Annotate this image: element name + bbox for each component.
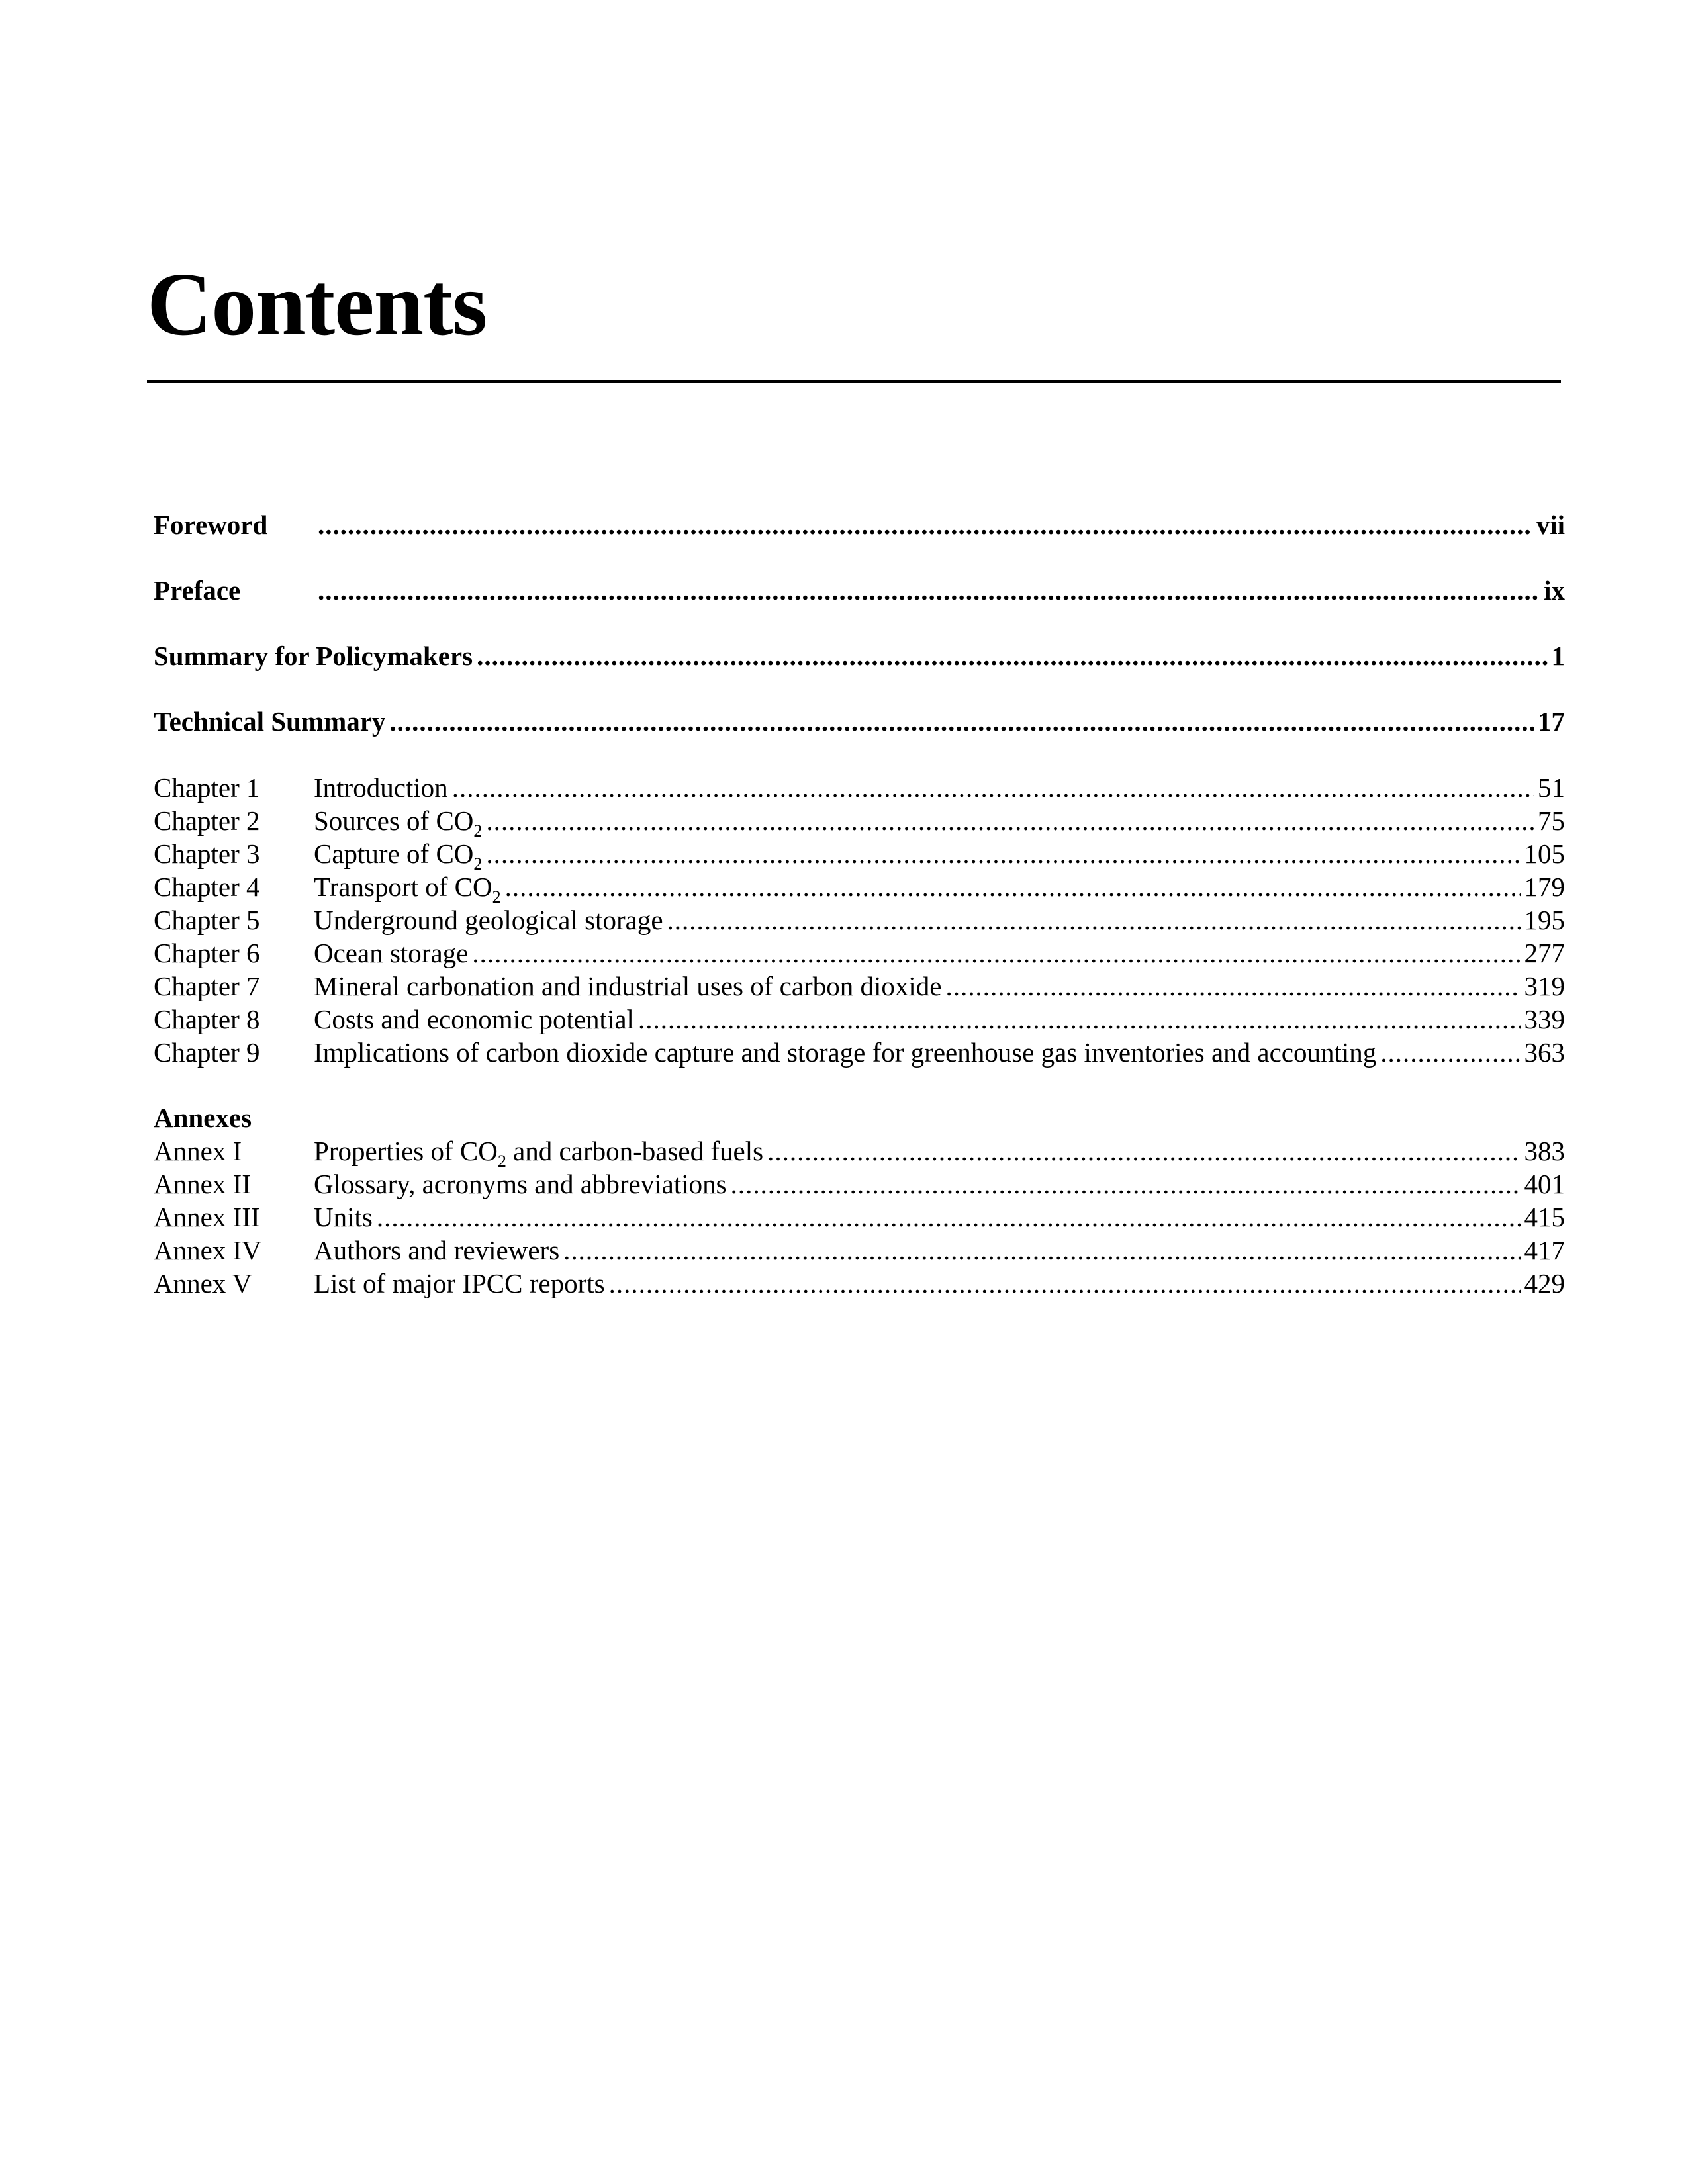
chapter-title: Implications of carbon dioxide capture and storage for greenhouse gas inventories and accounting [314,1037,1377,1068]
toc-entry-chapter-1[interactable] [154,771,1565,804]
annexes-heading: Annexes [154,1103,252,1133]
toc-page-number: 17 [1538,706,1565,737]
toc-page-number: 339 [1524,1004,1565,1034]
annex-label: Annex III [154,1202,260,1232]
toc-entry-label: Summary for Policymakers [154,641,473,671]
toc-page-number: 179 [1524,872,1565,902]
toc-page-number: ix [1544,575,1565,606]
annex-title [314,1134,764,1171]
toc-entry-label: Preface [154,575,241,606]
annex-title: Units [314,1202,373,1232]
toc-entry-annex-3[interactable] [154,1201,1565,1234]
toc-page-number: 383 [1524,1136,1565,1166]
toc-page-number: 1 [1551,641,1565,671]
chapter-title: Introduction [314,772,448,803]
chapter-label: Chapter 6 [154,938,260,968]
toc-page-number: 75 [1538,805,1565,836]
dot-leader [609,1267,1521,1300]
chapter-title [314,837,483,874]
toc-entry-summary-for-policymakers[interactable] [154,639,1565,672]
chapter-title: Costs and economic potential [314,1004,634,1034]
toc-page-number: 429 [1524,1268,1565,1298]
annex-label: Annex I [154,1136,242,1166]
dot-leader [731,1167,1521,1201]
toc-entry-chapter-9[interactable] [154,1036,1565,1069]
annex-title: Authors and reviewers [314,1235,560,1265]
toc-entry-chapter-2[interactable] [154,804,1565,841]
dot-leader [563,1234,1520,1267]
chapter-label: Chapter 4 [154,872,260,902]
subscript: 2 [473,854,483,874]
toc-page-number: vii [1536,510,1565,540]
dot-leader [389,705,1534,738]
subscript: 2 [473,821,483,841]
chapter-title-text: Sources of CO [314,805,474,836]
toc-entry-foreword[interactable] [154,508,1565,541]
toc-entry-technical-summary[interactable] [154,705,1565,738]
toc-entry-chapter-7[interactable] [154,970,1565,1003]
toc-entry-annex-4[interactable] [154,1234,1565,1267]
chapter-title [314,870,501,907]
dot-leader [472,936,1520,970]
toc-entry-annex-1[interactable] [154,1134,1565,1171]
chapter-label: Chapter 3 [154,839,260,869]
annex-title-rest: and carbon-based fuels [506,1136,764,1166]
dot-leader [477,639,1547,672]
chapter-title [314,804,483,841]
chapter-label: Chapter 5 [154,905,260,935]
page-title: Contents [147,255,487,354]
annex-title: Glossary, acronyms and abbreviations [314,1169,727,1199]
chapter-title: Mineral carbonation and industrial uses of carbon dioxide [314,971,942,1001]
chapter-label: Chapter 9 [154,1037,260,1068]
toc-entry-label: Technical Summary [154,706,386,737]
toc-entry-chapter-8[interactable] [154,1003,1565,1036]
toc-entry-label: Foreword [154,510,268,540]
toc-entry-chapter-3[interactable] [154,837,1565,874]
dot-leader [667,903,1521,936]
annex-label: Annex IV [154,1235,261,1265]
dot-leader [945,970,1520,1003]
toc-entry-preface[interactable] [154,574,1565,607]
chapter-title: Underground geological storage [314,905,663,935]
chapter-title-text: Capture of CO [314,839,474,869]
chapter-title-text: Transport of CO [314,872,492,902]
chapter-title: Ocean storage [314,938,469,968]
toc-entry-chapter-5[interactable] [154,903,1565,936]
dot-leader [486,804,1534,837]
subscript: 2 [492,887,501,907]
title-rule [147,380,1561,383]
toc-entry-chapter-6[interactable] [154,936,1565,970]
toc-page-number: 417 [1524,1235,1565,1265]
annex-label: Annex V [154,1268,252,1298]
chapter-label: Chapter 2 [154,805,260,836]
toc-page-number: 363 [1524,1037,1565,1068]
dot-leader [452,771,1534,804]
toc-entry-annex-2[interactable] [154,1167,1565,1201]
toc-entry-annex-5[interactable] [154,1267,1565,1300]
toc-page-number: 415 [1524,1202,1565,1232]
dot-leader [318,508,1532,541]
toc-page-number: 401 [1524,1169,1565,1199]
dot-leader [377,1201,1521,1234]
dot-leader [638,1003,1521,1036]
chapter-label: Chapter 7 [154,971,260,1001]
toc-page-number: 319 [1524,971,1565,1001]
dot-leader [505,870,1521,903]
toc-page-number: 195 [1524,905,1565,935]
annex-label: Annex II [154,1169,251,1199]
toc-entry-chapter-4[interactable] [154,870,1565,907]
dot-leader [767,1134,1520,1167]
toc-page-number: 277 [1524,938,1565,968]
chapter-label: Chapter 8 [154,1004,260,1034]
annex-title: List of major IPCC reports [314,1268,605,1298]
dot-leader [486,837,1520,870]
annex-title-text: Properties of CO [314,1136,498,1166]
dot-leader [318,574,1540,607]
dot-leader [1380,1036,1520,1069]
chapter-label: Chapter 1 [154,772,260,803]
subscript: 2 [497,1152,506,1171]
toc-page-number: 51 [1538,772,1565,803]
toc-page-number: 105 [1524,839,1565,869]
